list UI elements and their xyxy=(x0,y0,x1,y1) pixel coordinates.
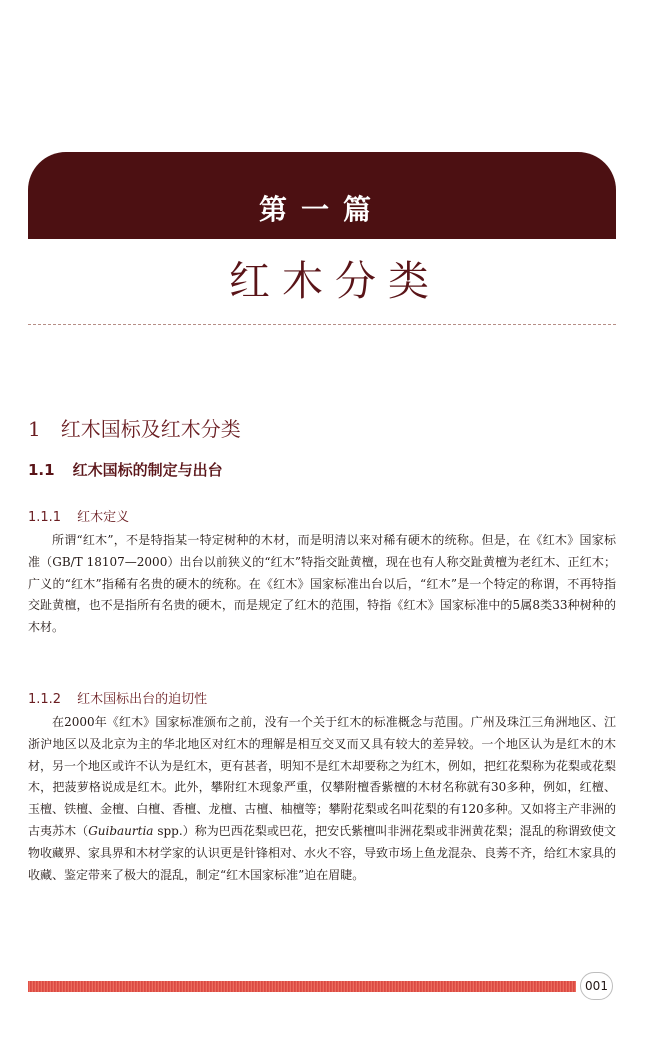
part-title: 红木分类 xyxy=(229,257,441,305)
subsection-number: 1.1.2 xyxy=(28,692,62,707)
chapter-heading xyxy=(28,415,241,443)
subsection-title: 红木定义 xyxy=(77,510,130,525)
part-label: 第一篇 xyxy=(258,193,385,226)
subsection-heading xyxy=(28,690,207,710)
paragraph-text: spp.）称为巴西花梨或巴花，把安氏紫檀叫非洲花梨或非洲黄花梨；混乱的称谓致使文物收藏界、家具界和木材学家的认识更是针锋相对、水火不容，导致市场上鱼龙混杂、良莠不齐，给红木家具的收藏、鉴定带来了极大的混乱，制定“红木国家标准”迫在眉睫。 xyxy=(28,823,617,882)
page-number: 001 xyxy=(580,972,613,1000)
scientific-name: Guibaurtia xyxy=(88,823,154,838)
body-paragraph xyxy=(28,712,616,886)
subsection-number: 1.1.1 xyxy=(28,510,62,525)
body-paragraph: 所谓“红木”，不是特指某一特定树种的木材，而是明清以来对稀有硬木的统称。但是，在《红木》国家标准（GB/T 18107—2000）出台以前狭义的“红木”特指交趾黄檀，现在也有人称交趾黄檀为老红木、正红木；广义的“红木”指稀有名贵的硬木的统称。在《红木》国家标准出台以后，“红木”是一个特定的称谓，不再特指交趾黄檀，也不是指所有名贵的硬木，而是规定了红木的范围，特指《红木》国家标准中的5属8类33种树种的木材。 xyxy=(28,533,616,635)
section-title: 红木国标的制定与出台 xyxy=(72,461,223,479)
section-number: 1.1 xyxy=(28,461,55,479)
footer-bar xyxy=(28,981,576,992)
chapter-title: 红木国标及红木分类 xyxy=(60,417,241,441)
part-banner xyxy=(28,152,616,239)
subsection-heading xyxy=(28,508,129,528)
dashed-divider xyxy=(28,324,616,325)
section-heading xyxy=(28,459,223,481)
paragraph-text: 在2000年《红木》国家标准颁布之前，没有一个关于红木的标准概念与范围。广州及珠江三角洲地区、江浙沪地区以及北京为主的华北地区对红木的理解是相互交叉而又具有较大的差异较。一个地区认为是红木的木材，另一个地区或许不认为是红木，更有甚者，明知不是红木却要称之为红木，例如，把红花梨称为花梨或花梨木，把菠萝格说成是红木。此外，攀附红木现象严重，仅攀附檀香紫檀的木材名称就有30多种，例如，红檀、玉檀、铁檀、金檀、白檀、香檀、龙檀、古檀、柚檀等；攀附花梨或名叫花梨的有120多种。又如将主产非洲的古夷苏木（ xyxy=(28,715,617,838)
chapter-number: 1 xyxy=(28,417,41,441)
subsection-title: 红木国标出台的迫切性 xyxy=(77,692,208,707)
